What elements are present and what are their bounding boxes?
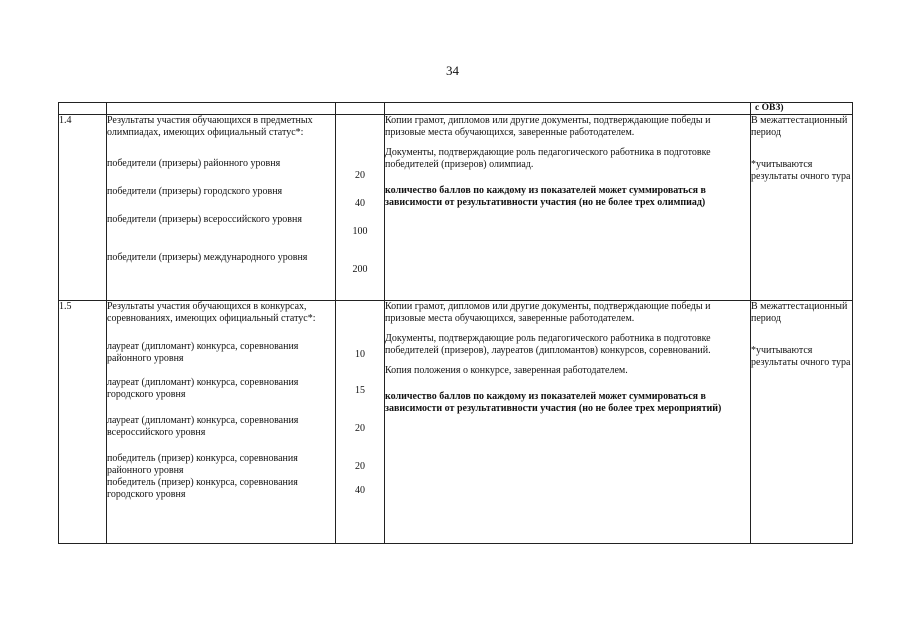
- points-cell: [336, 301, 385, 544]
- documents-cell: [385, 115, 751, 301]
- page-number: 34: [446, 63, 459, 78]
- row-number: 1.4: [59, 115, 107, 301]
- period-text: В межаттестационный период: [751, 115, 848, 138]
- points-value: 40: [355, 485, 365, 496]
- points-cell: [336, 115, 385, 301]
- header-note: с ОВЗ): [751, 103, 853, 115]
- level-label: победители (призеры) районного уровня: [107, 158, 281, 169]
- table-header-row: [59, 103, 853, 115]
- note-cell: [751, 115, 853, 301]
- level-label: лауреат (дипломант) конкурса, соревнования районного уровня: [107, 341, 299, 364]
- criteria-table: [58, 102, 853, 544]
- level-label: победитель (призер) конкурса, соревнования городского уровня: [107, 477, 298, 500]
- indicator-cell: [107, 301, 336, 544]
- indicator-cell: [107, 115, 336, 301]
- document-text: Копия положения о конкурсе, заверенная работодателем.: [385, 365, 628, 376]
- level-label: победитель (призер) конкурса, соревнования районного уровня: [107, 453, 298, 476]
- level-label: победители (призеры) городского уровня: [107, 186, 283, 197]
- document-text: Копии грамот, дипломов или другие документы, подтверждающие победы и призовые места обучающихся, заверенные работодателем.: [385, 301, 711, 324]
- points-value: 10: [355, 349, 365, 360]
- header-cell: [385, 103, 751, 115]
- row-number: 1.5: [59, 301, 107, 544]
- points-value: 40: [355, 198, 365, 209]
- footnote-text: *учитываются результаты очного тура: [751, 159, 851, 182]
- level-label: победители (призеры) всероссийского уровня: [107, 214, 302, 225]
- document-text: Документы, подтверждающие роль педагогического работника в подготовке победителей (призеров), лауреатов (дипломантов) конкурсов, соревнований.: [385, 333, 711, 356]
- table-row: [59, 115, 853, 301]
- documents-cell: [385, 301, 751, 544]
- level-label: лауреат (дипломант) конкурса, соревнования городского уровня: [107, 377, 299, 400]
- points-value: 200: [352, 264, 368, 275]
- document-text: Копии грамот, дипломов или другие документы, подтверждающие победы и призовые места обучающихся, заверенные работодателем.: [385, 115, 711, 138]
- level-label: победители (призеры) международного уровня: [107, 252, 308, 263]
- bold-note: количество баллов по каждому из показателей может суммироваться в зависимости от результативности участия (но не более трех олимпиад): [385, 185, 706, 208]
- points-value: 15: [355, 385, 365, 396]
- footnote-text: *учитываются результаты очного тура: [751, 345, 851, 368]
- header-cell: [59, 103, 107, 115]
- header-cell: [107, 103, 336, 115]
- indicator-title: Результаты участия обучающихся в конкурсах, соревнованиях, имеющих официальный статус*:: [107, 301, 316, 324]
- bold-note: количество баллов по каждому из показателей может суммироваться в зависимости от результативности участия (но не более трех мероприятий): [385, 391, 722, 414]
- points-value: 20: [355, 170, 365, 181]
- level-label: лауреат (дипломант) конкурса, соревнования всероссийского уровня: [107, 415, 299, 438]
- document-text: Документы, подтверждающие роль педагогического работника в подготовке победителей (призеров) олимпиад.: [385, 147, 711, 170]
- indicator-title: Результаты участия обучающихся в предметных олимпиадах, имеющих официальный статус*:: [107, 115, 313, 138]
- points-value: 100: [352, 226, 368, 237]
- points-value: 20: [355, 423, 365, 434]
- note-cell: [751, 301, 853, 544]
- points-value: 20: [355, 461, 365, 472]
- table-row: [59, 301, 853, 544]
- period-text: В межаттестационный период: [751, 301, 848, 324]
- header-cell: [336, 103, 385, 115]
